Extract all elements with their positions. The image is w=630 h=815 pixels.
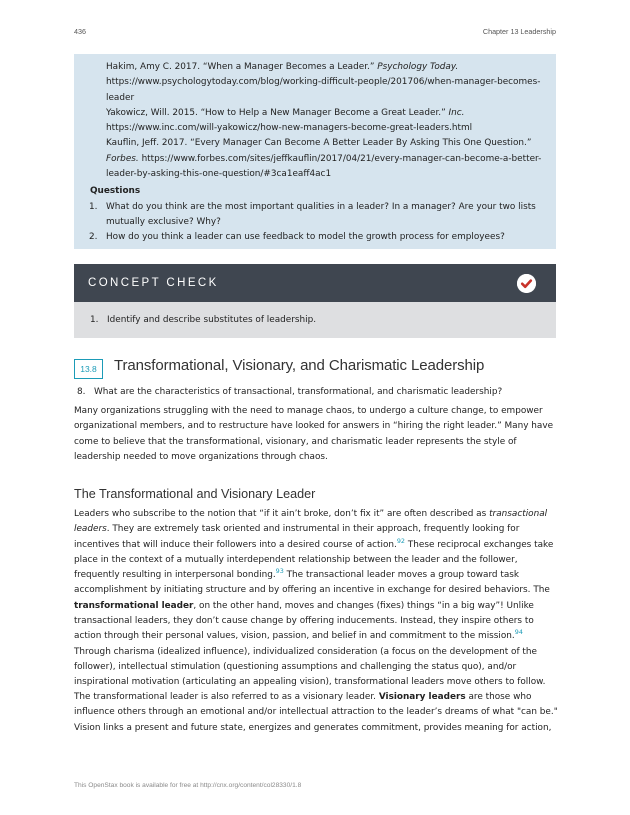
chapter-header: Chapter 13 Leadership [482,27,556,36]
subsection-title: The Transformational and Visionary Leader [74,487,316,501]
checkmark-icon [517,274,536,293]
reference-link[interactable]: https://www.inc.com/will-yakowicz/how-new-managers-become-great-leaders.html [106,123,473,134]
concept-check-title: CONCEPT CHECK [88,277,219,289]
reference-link[interactable]: https://www.psychologytoday.com/blog/working-difficult-people/201706/when-manager-becomes-leader [106,77,541,103]
reference-item: Hakim, Amy C. 2017. “When a Manager Becomes a Leader.” Psychology Today. https://www.psychologytoday.com/blog/working-difficult-people/201706/when-manager-becomes-leader [106,62,541,103]
questions-heading: Questions [90,186,141,197]
section-title: Transformational, Visionary, and Charismatic Leadership [114,357,485,374]
reference-link[interactable]: https://www.forbes.com/sites/jeffkauflin/2017/04/21/every-manager-can-become-a-better-leader-by-asking-this-one-question/#3ca1eaff4ac1 [106,153,542,180]
visionary-paragraph: The transformational leader is also referred to as a visionary leader. Visionary leaders are those who influence others through an emotional and/or intellectual attraction to the leader’s dreams of what "can be." Vision links a present and future state, energizes and generates commitment, provides meaning for action, [74,692,558,733]
footnote-link[interactable]: 93 [275,567,284,576]
section-number-badge: 13.8 [74,359,103,379]
reference-item: Yakowicz, Will. 2015. “How to Help a New Manager Become a Great Leader.” Inc. https://www.inc.com/will-yakowicz/how-new-managers-become-great-leaders.html [106,107,473,134]
transactional-paragraph: Leaders who subscribe to the notion that “if it ain’t broke, don’t fix it” are often described as transactional leaders. They are extremely task oriented and instrumental in their approach, frequently looking for incentives that will induce their followers into a desired course of action.$^{92}$ These reciprocal exchanges take place in the context of a mutually interdependent relationship between the leader and the follower, frequently resulting in interpersonal bonding.$^{93}$ The transactional leader moves a group toward task accomplishment by initiating structure and by offering an incentive in exchange for desired behaviors. The transformational leader, on the other hand, moves and changes (fixes) things “in a big way”! Unlike transactional leaders, they don’t cause change by offering inducements. Instead, they inspire others to action through their personal values, vision, passion, and belief in and commitment to the mission.$^{94}$ Through charisma (idealized influence), individualized consideration (a focus on the development of the follower), intellectual stimulation (questioning assumptions and challenging the status quo), and/or inspirational motivation (articulating an appealing vision), transformational leaders move others to follow. [74,509,554,688]
concept-check-item: Identify and describe substitutes of leadership. [107,315,317,325]
page-footer: This OpenStax book is available for free at http://cnx.org/content/col28330/1.8 [74,782,302,789]
page-number: 436 [74,27,86,36]
question-item: 2. How do you think a leader can use feedback to model the growth process for employees? [89,232,505,243]
intro-paragraph: Many organizations struggling with the need to manage chaos, to undergo a culture change, to empower organizational members, and to restructure have looked for answers in “hiring the right leader.” Many have come to believe that the transformational, visionary, and charismatic leader represents the style of leadership needed to move organizations through chaos. [74,406,554,462]
concept-check-header [74,264,556,302]
questions-list [89,200,542,246]
footnote-link[interactable]: 92 [396,536,405,545]
reference-item: Kauflin, Jeff. 2017. “Every Manager Can Become A Better Leader By Asking This One Question.” Forbes. https://www.forbes.com/sites/jeffkauflin/2017/04/21/every-manager-can-become-a-better-leader-by-asking-this-one-question/#3ca1eaff4ac1 [106,138,542,180]
references-box [74,54,556,249]
question-item: 1. What do you think are the most important qualities in a leader? In a manager? Are your two lists mutually exclusive? Why? [89,201,536,227]
footnote-link[interactable]: 94 [514,628,523,637]
concept-check-body: 1. Identify and describe substitutes of leadership. [74,302,556,338]
